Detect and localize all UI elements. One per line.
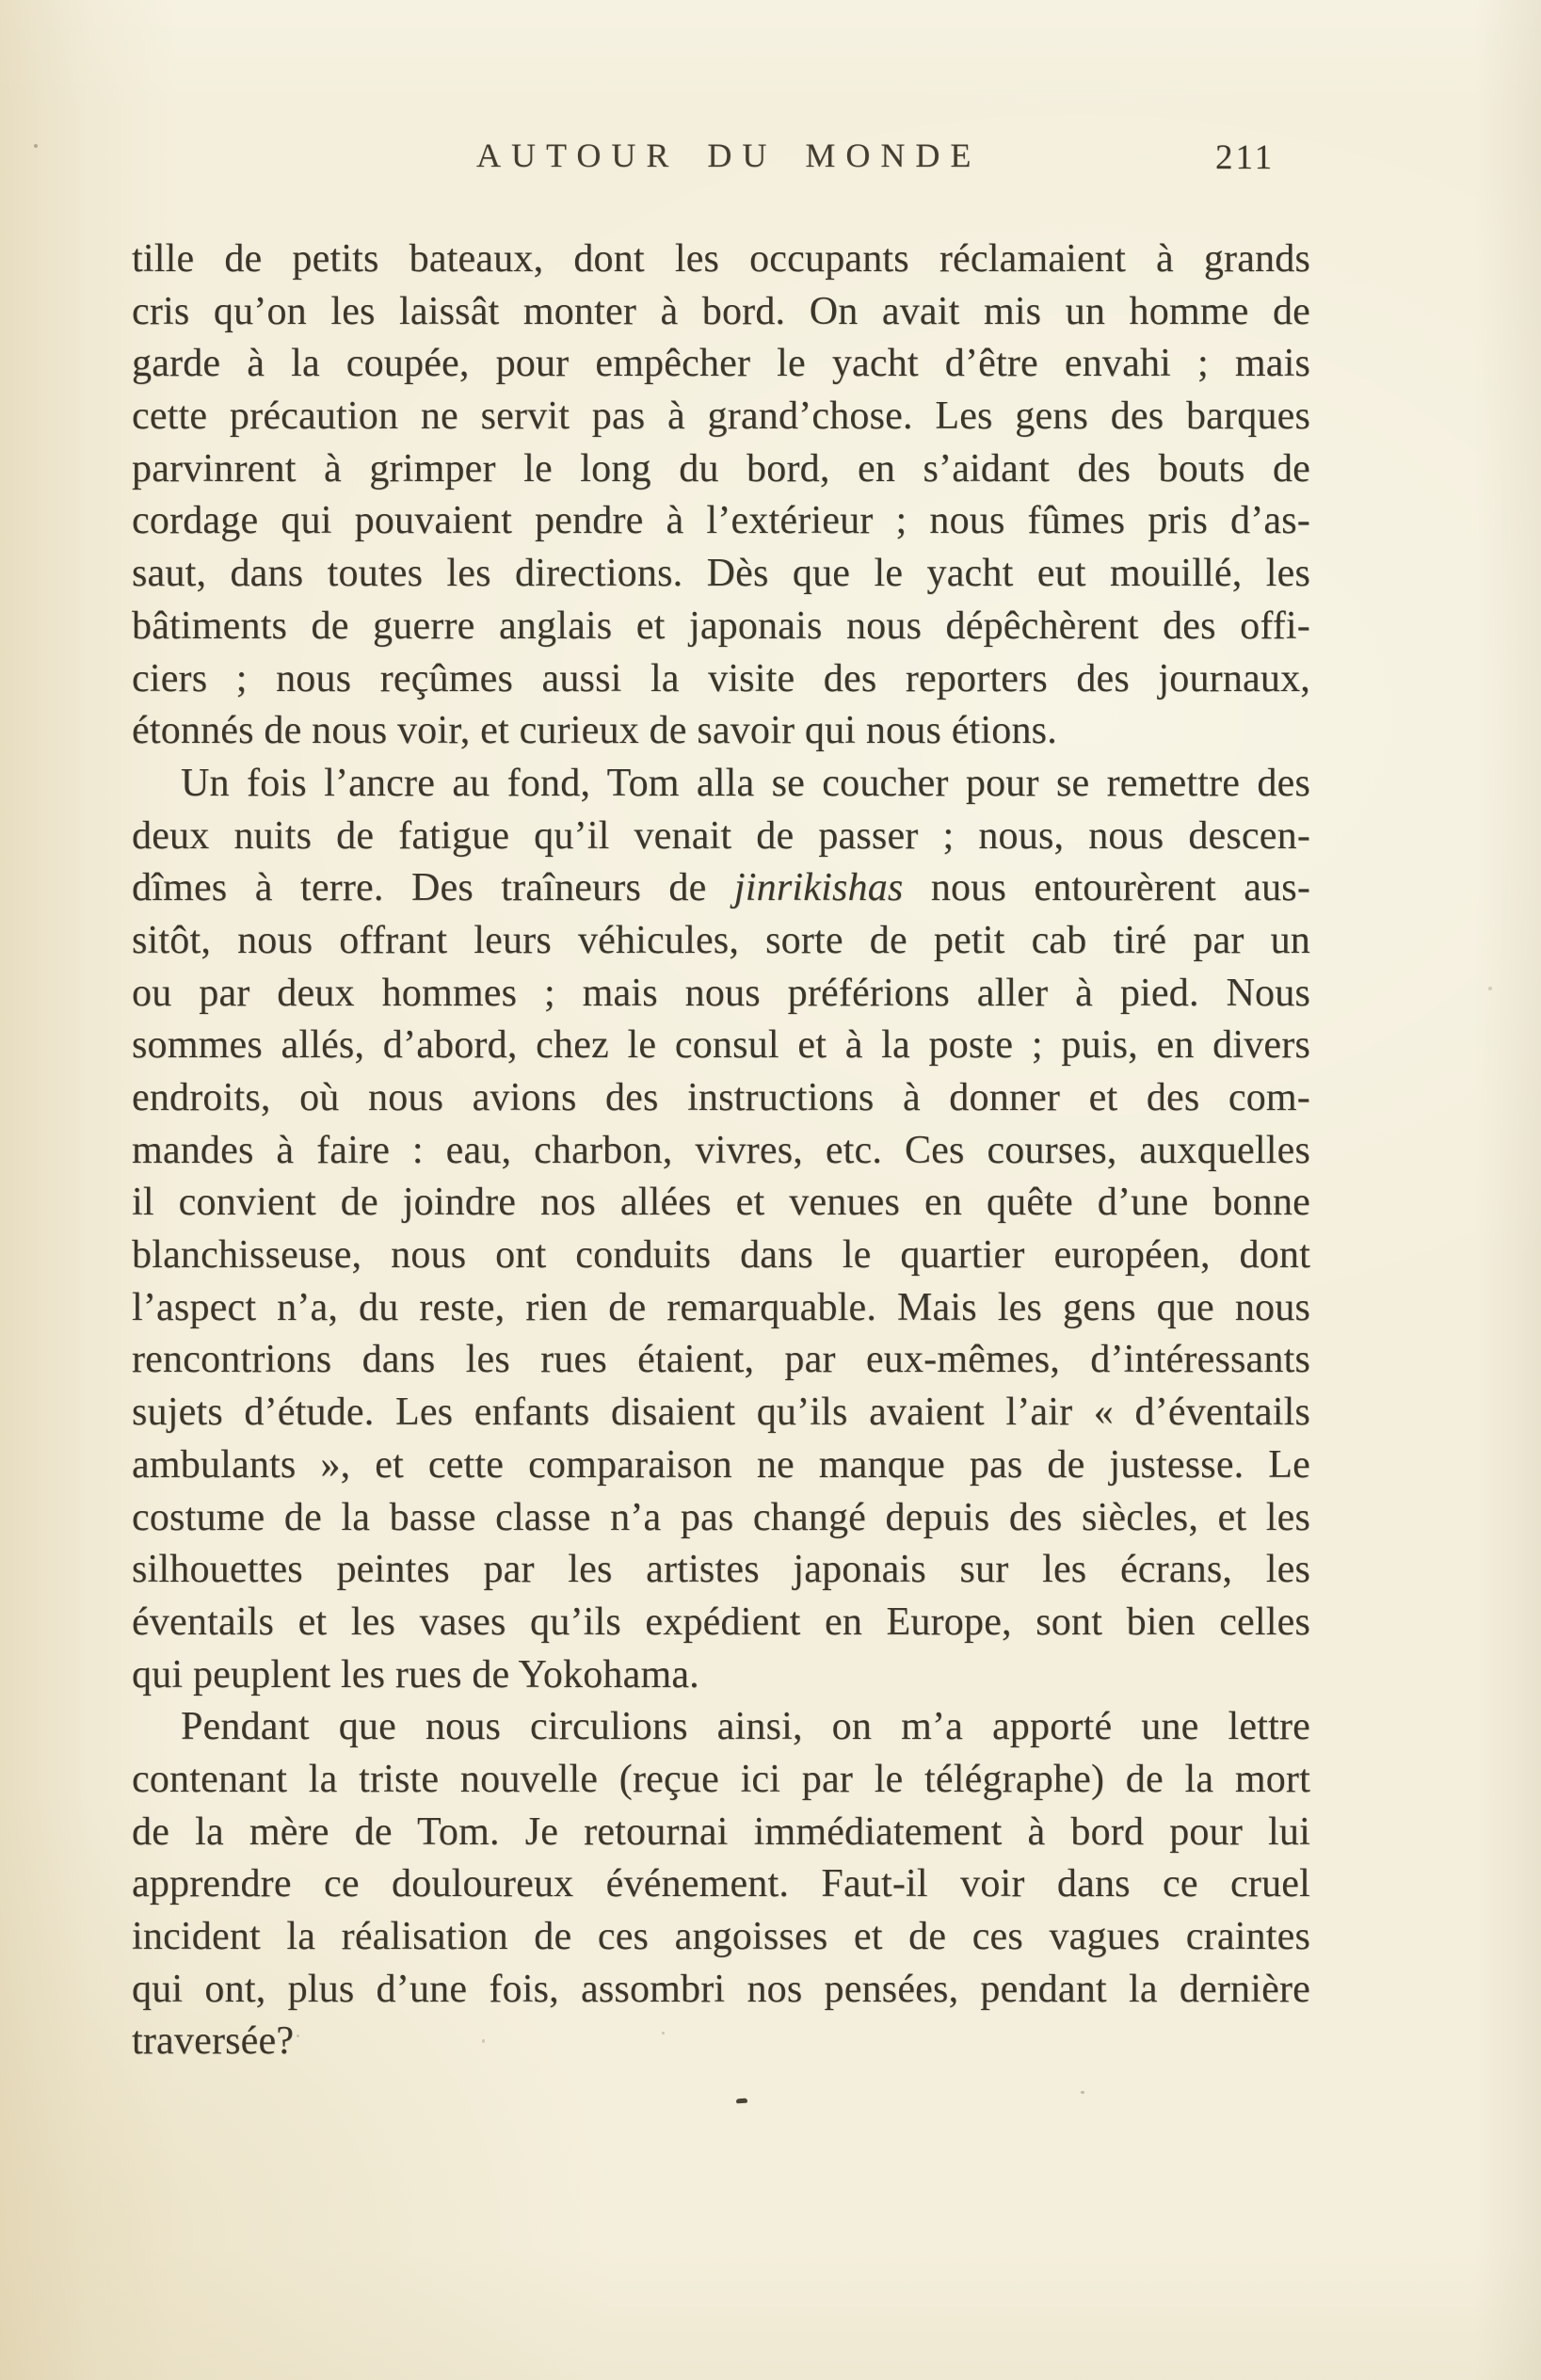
text-segment: il convient de joindre nos allées et venues en quête d’une bonne — [132, 1181, 1310, 1225]
text-segment: l’aspect n’a, du reste, rien de remarquable. Mais les gens que nous — [132, 1285, 1310, 1329]
text-line — [132, 1649, 1310, 1702]
text-segment: sommes allés, d’abord, chez le consul et à la poste ; puis, en divers — [132, 1023, 1310, 1068]
text-segment: ciers ; nous reçûmes aussi la visite des reporters des journaux, — [132, 656, 1310, 700]
text-segment: traversée? — [132, 2019, 295, 2064]
text-line — [132, 1125, 1310, 1178]
text-line — [132, 1177, 1310, 1230]
text-segment: parvinrent à grimper le long du bord, en s’aidant des bouts de — [132, 446, 1310, 490]
text-line — [132, 1807, 1310, 1859]
ink-speck — [297, 2034, 299, 2037]
text-segment: sitôt, nous offrant leurs véhicules, sorte de petit cab tiré par un — [132, 918, 1310, 962]
text-line — [132, 1964, 1310, 2017]
text-segment: costume de la basse classe n’a pas changé depuis des siècles, et les — [132, 1495, 1310, 1539]
text-segment: éventails et les vases qu’ils expédient en Europe, sont bien celles — [132, 1600, 1310, 1644]
text-segment: deux nuits de fatigue qu’il venait de passer ; nous, nous descen- — [132, 813, 1310, 858]
text-segment: Un fois l’ancre au fond, Tom alla se coucher pour se remettre des — [181, 761, 1310, 805]
ink-speck — [662, 2032, 665, 2034]
ink-speck — [34, 144, 38, 148]
text-segment: saut, dans toutes les directions. Dès que le yacht eut mouillé, les — [132, 552, 1310, 596]
ink-speck — [1081, 2091, 1084, 2094]
text-line — [132, 915, 1310, 968]
text-segment: garde à la coupée, pour empêcher le yacht d’être envahi ; mais — [132, 342, 1310, 386]
text-segment: rencontrions dans les rues étaient, par eux-mêmes, d’intéressants — [132, 1338, 1310, 1382]
text-segment: mandes à faire : eau, charbon, vivres, etc. Ces courses, auxquelles — [132, 1128, 1310, 1172]
text-line — [132, 1492, 1310, 1545]
text-segment: de la mère de Tom. Je retournai immédiatement à bord pour lui — [132, 1809, 1310, 1854]
text-line — [132, 862, 1310, 915]
text-segment: Pendant que nous circulions ainsi, on m’a apporté une lettre — [181, 1705, 1310, 1749]
text-segment: sujets d’étude. Les enfants disaient qu’ils avaient l’air « d’éventails — [132, 1391, 1310, 1435]
text-segment: cris qu’on les laissât monter à bord. On avait mis un homme de — [132, 289, 1310, 333]
text-line — [132, 758, 1310, 811]
text-line — [132, 391, 1310, 443]
text-line — [132, 705, 1310, 758]
text-line — [132, 2016, 1310, 2068]
ink-speck — [482, 2039, 485, 2043]
text-line — [132, 1597, 1310, 1649]
text-line — [132, 1387, 1310, 1439]
text-line — [132, 653, 1310, 706]
text-line — [132, 338, 1310, 391]
text-segment: apprendre ce douloureux événement. Faut-il voir dans ce cruel — [132, 1862, 1310, 1906]
text-line — [132, 1911, 1310, 1964]
text-line — [132, 286, 1310, 339]
text-segment: silhouettes peintes par les artistes japonais sur les écrans, les — [132, 1548, 1310, 1592]
text-segment: dîmes à terre. Des traîneurs de — [132, 866, 734, 910]
page-number: 211 — [1215, 138, 1276, 177]
text-line — [132, 495, 1310, 548]
text-line — [132, 1072, 1310, 1125]
text-segment: endroits, où nous avions des instructions à donner et des com- — [132, 1076, 1310, 1119]
text-segment: contenant la triste nouvelle (reçue ici par le télégraphe) de la mort — [132, 1757, 1310, 1801]
text-segment: ou par deux hommes ; mais nous préférions aller à pied. Nous — [132, 971, 1310, 1015]
text-line — [132, 811, 1310, 863]
text-line — [132, 548, 1310, 601]
text-segment: cordage qui pouvaient pendre à l’extérieur ; nous fûmes pris d’as- — [132, 499, 1310, 543]
text-line — [132, 1439, 1310, 1492]
text-segment: blanchisseuse, nous ont conduits dans le quartier européen, dont — [132, 1233, 1310, 1278]
running-head-title: AUTOUR DU MONDE — [476, 137, 982, 174]
text-line — [132, 233, 1310, 286]
text-line — [132, 1544, 1310, 1597]
text-segment: nous entourèrent aus- — [903, 866, 1310, 910]
text-line — [132, 1020, 1310, 1072]
text-line — [132, 1754, 1310, 1807]
text-segment: cette précaution ne servit pas à grand’chose. Les gens des barques — [132, 394, 1310, 439]
text-line — [132, 1282, 1310, 1335]
text-line — [132, 601, 1310, 653]
text-segment: qui ont, plus d’une fois, assombri nos pensées, pendant la dernière — [132, 1967, 1310, 2011]
italic-text-segment: jinrikishas — [733, 866, 904, 910]
text-segment: étonnés de nous voir, et curieux de savoir qui nous étions. — [132, 709, 1057, 753]
text-segment: qui peuplent les rues de Yokohama. — [132, 1652, 699, 1697]
ink-speck — [1488, 987, 1492, 990]
end-mark-dash — [736, 2099, 747, 2104]
text-segment: ambulants », et cette comparaison ne manque pas de justesse. Le — [132, 1442, 1310, 1487]
page-text — [132, 233, 1310, 2068]
text-segment: bâtiments de guerre anglais et japonais nous dépêchèrent des offi- — [132, 603, 1310, 648]
text-line — [132, 968, 1310, 1021]
text-segment: incident la réalisation de ces angoisses et de ces vagues craintes — [132, 1915, 1310, 1958]
text-line — [132, 1858, 1310, 1911]
text-line — [132, 443, 1310, 496]
text-line — [132, 1230, 1310, 1282]
text-segment: tille de petits bateaux, dont les occupants réclamaient à grands — [132, 237, 1310, 281]
text-line — [132, 1334, 1310, 1387]
text-line — [132, 1701, 1310, 1754]
